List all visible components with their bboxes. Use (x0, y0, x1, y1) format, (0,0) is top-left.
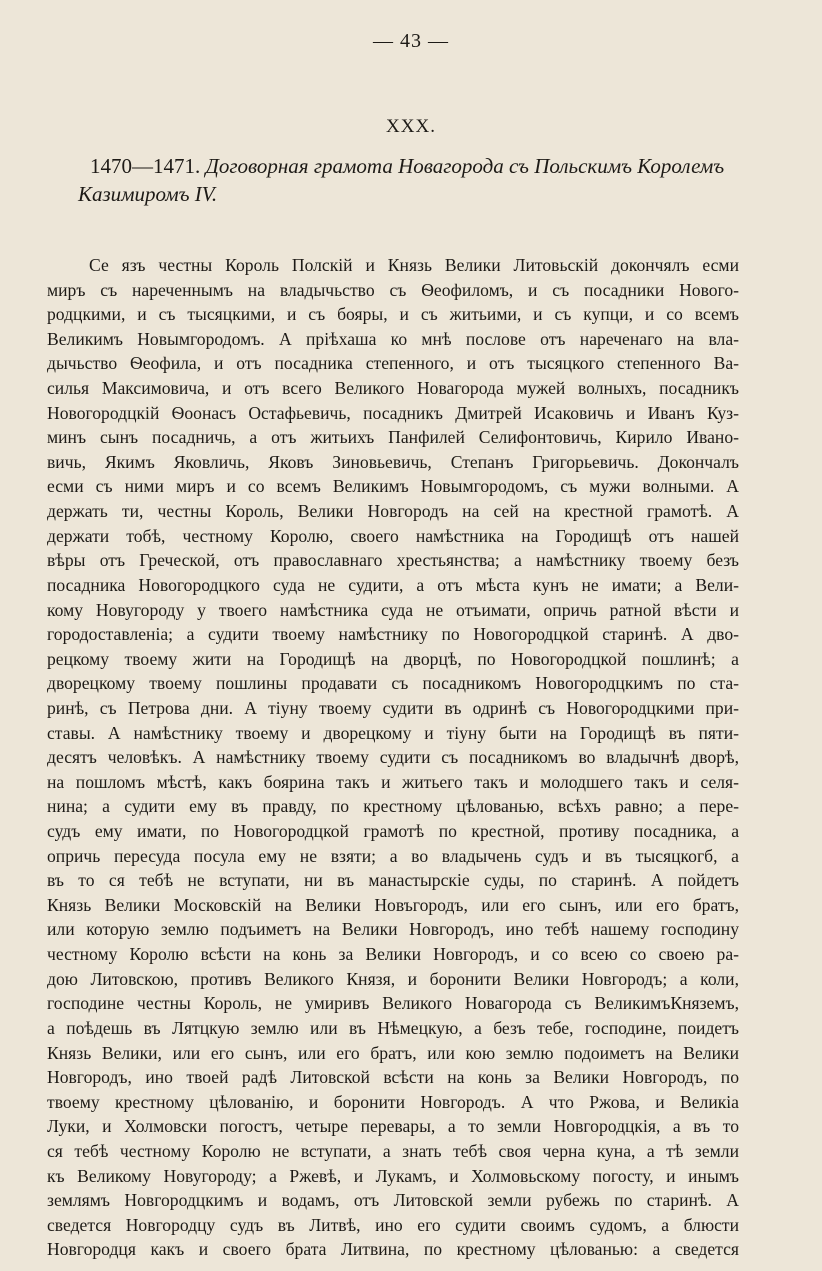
page-number: — 43 — (373, 30, 449, 52)
text-line: вичь, Якимъ Яковличь, Яковъ Зиновьевичь, Степанъ Григорьевичь. Докончалъ (47, 451, 739, 472)
text-line: Князь Велики Московскій на Велики Новъгородъ, или его сынъ, или его братъ, (47, 894, 739, 915)
text-line: десятъ человѣкъ. А намѣстнику твоему судити съ посадникомъ во владычнѣ дворѣ, (47, 747, 739, 768)
text-line: твоему крестному цѣлованію, и боронити Новгородъ. А что Ржова, и Великіа (47, 1091, 739, 1112)
text-line: честному Королю всѣсти на конь за Велики Новгородъ, и со всею со своею ра- (47, 944, 739, 965)
document-heading (78, 152, 738, 208)
body-text (47, 253, 739, 1262)
heading-date: 1470—1471. (90, 154, 201, 178)
text-line: Князь Велики, или его сынъ, или его братъ, или кою землю подоиметъ на Велики (47, 1042, 739, 1063)
text-line: рецкому твоему жити на Городищѣ на дворцѣ, по Новогородцкой пошлинѣ; а (47, 648, 739, 669)
text-line: Се язъ честны Король Полскій и Князь Велики Литовьскій докончялъ есми (89, 255, 739, 275)
text-line: вѣры отъ Греческой, отъ православнаго хрестьянства; а намѣстнику твоему безъ (47, 550, 739, 571)
section-numeral: XXX. (386, 116, 436, 137)
text-line: ринѣ, съ Петрова дни. А тіуну твоему судити въ одринѣ съ Новогородцкими при- (47, 697, 739, 718)
heading-title: Договорная грамота Новагорода съ Польскимъ Королемъ Казимиромъ IV. (78, 154, 725, 206)
text-line: кому Новугороду у твоего намѣстника суда не отъимати, опричь ратной вѣсти и (47, 599, 739, 620)
text-line: на пошломъ мѣстѣ, какъ боярина такъ и житьего такъ и молодшего такъ и селя- (47, 771, 739, 792)
text-line: сведется Новгородцу судъ въ Литвѣ, ино его судити своимъ судомъ, а блюсти (47, 1214, 739, 1235)
text-line: миръ съ нареченнымъ на владычьство съ Ѳеофиломъ, и съ посадники Нового- (47, 279, 739, 300)
text-line: землямъ Новгородцкимъ и водамъ, отъ Литовской земли рубежь по старинѣ. А (47, 1190, 739, 1211)
text-line: дворецкому твоему пошлины продавати съ посадникомъ Новогородцкимъ по ста- (47, 673, 739, 694)
text-line: господине честны Король, не умиривъ Великого Новагорода съ ВеликимъКняземъ, (47, 993, 739, 1014)
text-line: или которую землю подъиметъ на Велики Новгородъ, ино тебѣ нашему господину (47, 919, 739, 940)
text-line: ставы. А намѣстнику твоему и дворецкому и тіуну быти на Городищѣ въ пяти- (47, 722, 739, 743)
text-line: а поѣдешь въ Лятцкую землю или въ Нѣмецкую, а безъ тебе, господине, поидетъ (47, 1017, 739, 1038)
text-line: ся тебѣ честному Королю не вступати, а знать тебѣ своя черна куна, а тѣ земли (47, 1140, 739, 1161)
text-line: Новгородця какъ и своего брата Литвина, по крестному цѣлованью: а сведется (47, 1239, 739, 1260)
text-line: минъ сынъ посадничь, а отъ житьихъ Панфилей Селифонтовичь, Кирило Ивано- (47, 427, 739, 448)
text-line: Великимъ Новымгородомъ. А пріѣхаша ко мнѣ послове отъ нареченаго на вла- (47, 328, 739, 349)
text-line: дою Литовскою, противъ Великого Князя, и боронити Велики Новгородъ; а коли, (47, 968, 739, 989)
text-line: въ то ся тебѣ не вступати, ни въ манастырскіе суды, по старинѣ. А пойдетъ (47, 870, 739, 891)
text-line: нина; а судити ему въ правду, по крестному цѣлованью, всѣхъ равно; а пере- (47, 796, 739, 817)
text-line: посадника Новогородцкого суда не судити, а отъ мѣста кунъ не имати; а Вели- (47, 574, 739, 595)
text-line: опричь пересуда посула ему не взяти; а во владычень судъ и въ тысяцкогб, а (47, 845, 739, 866)
text-line: держати тобѣ, честному Королю, своего намѣстника на Городищѣ отъ нашей (47, 525, 739, 546)
text-line: родцкими, и съ тысяцкими, и съ бояры, и съ житьими, и съ купци, и со всемъ (47, 304, 739, 325)
text-line: судъ ему имати, по Новогородцкой грамотѣ по крестной, противу посадника, а (47, 821, 739, 842)
text-line: дычьство Ѳеофила, и отъ посадника степенного, и отъ тысяцкого степенного Ва- (47, 353, 739, 374)
text-line: Новгородъ, ино твоей радѣ Литовской всѣсти на конь за Велики Новгородъ, по (47, 1067, 739, 1088)
text-line: силья Максимовича, и отъ всего Великого Новагорода мужей волныхъ, посадникъ (47, 378, 739, 399)
text-line: есми съ ними миръ и со всемъ Великимъ Новымгородомъ, съ мужи волными. А (47, 476, 739, 497)
text-line: Луки, и Холмовски погостъ, четыре перевары, а то земли Новгородцкія, а въ то (47, 1116, 739, 1137)
text-line: городоставленіа; а судити твоему намѣстнику по Новогородцкой старинѣ. А дво- (47, 624, 739, 645)
text-line: держать ти, честны Король, Велики Новгородъ на сей на крестной грамотѣ. А (47, 501, 739, 522)
text-line: къ Великому Новугороду; а Ржевѣ, и Лукамъ, и Холмовьскому погосту, и инымъ (47, 1165, 739, 1186)
text-line: Новогородцкій Ѳоонасъ Остафьевичь, посадникъ Дмитрей Исаковичь и Иванъ Куз- (47, 402, 739, 423)
